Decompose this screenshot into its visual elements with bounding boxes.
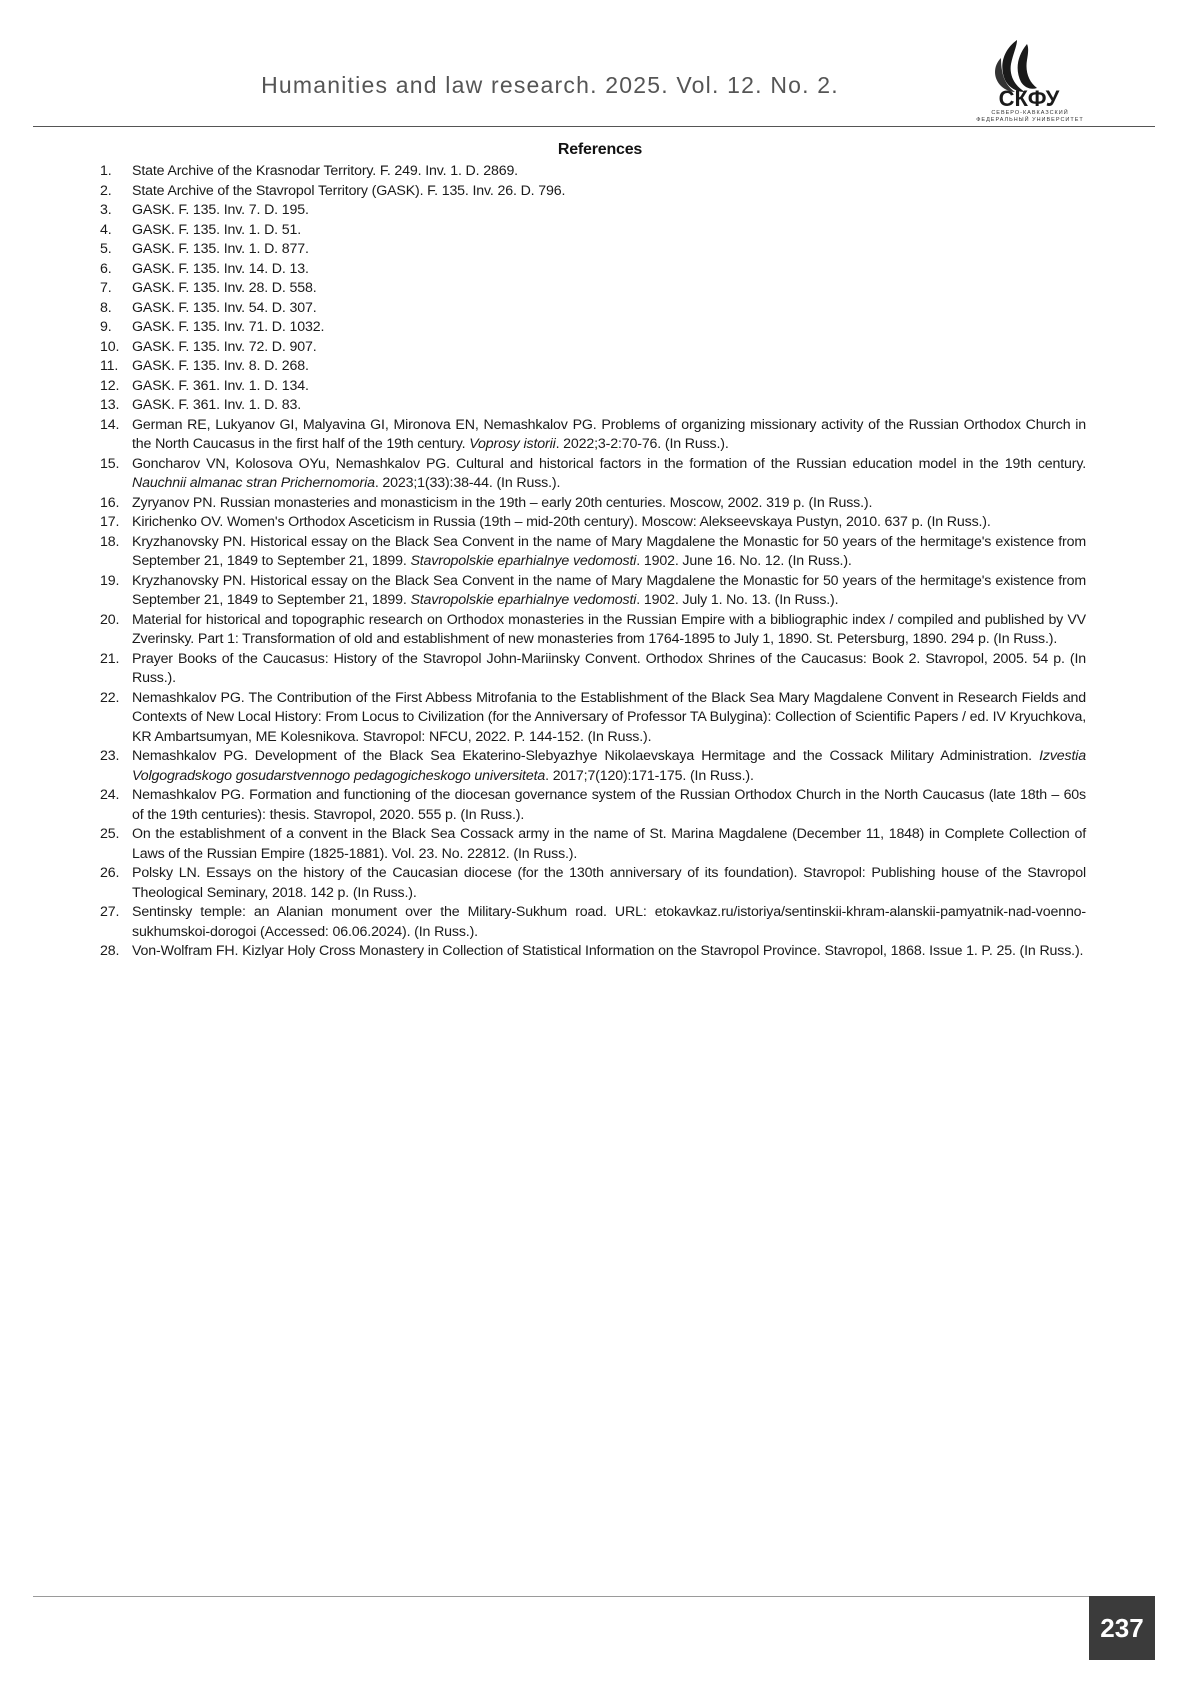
reference-number: 2. (100, 182, 132, 202)
reference-text: GASK. F. 135. Inv. 1. D. 877. (132, 240, 1086, 260)
references-title: References (0, 141, 1200, 159)
reference-text: German RE, Lukyanov GI, Malyavina GI, Mironova EN, Nemashkalov PG. Problems of organizing missionary activity of the Russian Orthodox Church in the North Caucasus in the first half of the 19th century. Voprosy istorii. 2022;3-2:70-76. (In Russ.). (132, 416, 1086, 455)
reference-text: Sentinsky temple: an Alanian monument over the Military-Sukhum road. URL: etokavkaz.ru/istoriya/sentinskii-khram-alanskii-pamyatnik-nad-voenno-sukhumskoi-dorogoi (Accessed: 06.06.2024). (In Russ.). (132, 903, 1086, 942)
reference-number: 26. (100, 864, 132, 884)
reference-number: 18. (100, 533, 132, 553)
reference-text: GASK. F. 361. Inv. 1. D. 134. (132, 377, 1086, 397)
reference-text: Goncharov VN, Kolosova OYu, Nemashkalov PG. Cultural and historical factors in the formation of the Russian education model in the 19th century. Nauchnii almanac stran Prichernomoria. 2023;1(33):38-44. (In Russ.). (132, 455, 1086, 494)
reference-text: State Archive of the Stavropol Territory (GASK). F. 135. Inv. 26. D. 796. (132, 182, 1086, 202)
reference-number: 3. (100, 201, 132, 221)
journal-name: Voprosy istorii (469, 436, 555, 452)
reference-text: GASK. F. 135. Inv. 54. D. 307. (132, 299, 1086, 319)
logo-subtitle: СЕВЕРО-КАВКАЗСКИЙ (975, 110, 1085, 116)
reference-number: 21. (100, 650, 132, 670)
journal-header: Humanities and law research. 2025. Vol. 12. No. 2. (0, 72, 1150, 99)
journal-name: Stavropolskie eparhialnye vedomosti (410, 553, 636, 569)
page-number: 237 (1089, 1596, 1155, 1660)
reference-item (100, 396, 1086, 416)
reference-item (100, 182, 1086, 202)
reference-text: Nemashkalov PG. Development of the Black Sea Ekaterino-Slebyazhye Nikolaevskaya Hermitage and the Cossack Military Administration. Izvestia Volgogradskogo gosudarstvennogo pedagogicheskogo universiteta. 2017;7(120):171-175. (In Russ.). (132, 747, 1086, 786)
reference-text: Kryzhanovsky PN. Historical essay on the Black Sea Convent in the name of Mary Magdalene the Monastic for 50 years of the hermitage's existence from September 21, 1849 to September 21, 1899. Stavropolskie eparhialnye vedomosti. 1902. July 1. No. 13. (In Russ.). (132, 572, 1086, 611)
reference-number: 25. (100, 825, 132, 845)
reference-item (100, 786, 1086, 825)
reference-item (100, 864, 1086, 903)
reference-number: 14. (100, 416, 132, 436)
reference-item (100, 260, 1086, 280)
references-list (100, 162, 1086, 962)
reference-number: 17. (100, 513, 132, 533)
reference-number: 27. (100, 903, 132, 923)
reference-item (100, 201, 1086, 221)
reference-item (100, 942, 1086, 962)
reference-number: 22. (100, 689, 132, 709)
reference-text: Kryzhanovsky PN. Historical essay on the Black Sea Convent in the name of Mary Magdalene the Monastic for 50 years of the hermitage's existence from September 21, 1849 to September 21, 1899. Stavropolskie eparhialnye vedomosti. 1902. June 16. No. 12. (In Russ.). (132, 533, 1086, 572)
reference-item (100, 240, 1086, 260)
reference-text: Von-Wolfram FH. Kizlyar Holy Cross Monastery in Collection of Statistical Information on the Stavropol Province. Stavropol, 1868. Issue 1. P. 25. (In Russ.). (132, 942, 1086, 962)
reference-text: Material for historical and topographic research on Orthodox monasteries in the Russian Empire with a bibliographic index / compiled and published by VV Zverinsky. Part 1: Transformation of old and establishment of new monasteries from 1764-1895 to July 1, 1890. St. Petersburg, 1890. 294 p. (In Russ.). (132, 611, 1086, 650)
reference-item (100, 221, 1086, 241)
reference-item (100, 162, 1086, 182)
reference-item (100, 572, 1086, 611)
reference-number: 8. (100, 299, 132, 319)
reference-text: GASK. F. 135. Inv. 28. D. 558. (132, 279, 1086, 299)
reference-text: Polsky LN. Essays on the history of the Caucasian diocese (for the 130th anniversary of its foundation). Stavropol: Publishing house of the Stavropol Theological Seminary, 2018. 142 p. (In Russ.). (132, 864, 1086, 903)
reference-text: GASK. F. 135. Inv. 72. D. 907. (132, 338, 1086, 358)
reference-number: 13. (100, 396, 132, 416)
reference-number: 24. (100, 786, 132, 806)
university-logo (975, 36, 1085, 128)
svg-text:СКФУ: СКФУ (999, 86, 1060, 108)
logo-subtitle: ФЕДЕРАЛЬНЫЙ УНИВЕРСИТЕТ (975, 117, 1085, 123)
reference-item (100, 377, 1086, 397)
reference-item (100, 494, 1086, 514)
reference-text: GASK. F. 135. Inv. 8. D. 268. (132, 357, 1086, 377)
reference-number: 16. (100, 494, 132, 514)
reference-text: GASK. F. 135. Inv. 71. D. 1032. (132, 318, 1086, 338)
reference-number: 9. (100, 318, 132, 338)
reference-text: Prayer Books of the Caucasus: History of the Stavropol John-Mariinsky Convent. Orthodox Shrines of the Caucasus: Book 2. Stavropol, 2005. 54 p. (In Russ.). (132, 650, 1086, 689)
reference-number: 19. (100, 572, 132, 592)
reference-item (100, 338, 1086, 358)
reference-item (100, 650, 1086, 689)
reference-text: GASK. F. 135. Inv. 1. D. 51. (132, 221, 1086, 241)
bird-wing-icon (975, 36, 1085, 108)
reference-number: 7. (100, 279, 132, 299)
reference-text: Nemashkalov PG. Formation and functioning of the diocesan governance system of the Russian Orthodox Church in the North Caucasus (late 18th – 60s of the 19th centuries): thesis. Stavropol, 2020. 555 p. (In Russ.). (132, 786, 1086, 825)
reference-text: GASK. F. 135. Inv. 7. D. 195. (132, 201, 1086, 221)
header-divider (33, 126, 1155, 127)
reference-item (100, 689, 1086, 748)
reference-number: 28. (100, 942, 132, 962)
reference-item (100, 747, 1086, 786)
reference-item (100, 279, 1086, 299)
journal-name: Nauchnii almanac stran Prichernomoria (132, 475, 375, 491)
reference-item (100, 318, 1086, 338)
reference-number: 20. (100, 611, 132, 631)
reference-text: On the establishment of a convent in the Black Sea Cossack army in the name of St. Marina Magdalene (December 11, 1848) in Complete Collection of Laws of the Russian Empire (1825-1881). Vol. 23. No. 22812. (In Russ.). (132, 825, 1086, 864)
footer-divider (33, 1596, 1091, 1597)
reference-number: 11. (100, 357, 132, 377)
reference-number: 5. (100, 240, 132, 260)
journal-name: Izvestia Volgogradskogo gosudarstvennogo pedagogicheskogo universiteta (132, 748, 1086, 784)
reference-text: Nemashkalov PG. The Contribution of the First Abbess Mitrofania to the Establishment of the Black Sea Mary Magdalene Convent in Research Fields and Contexts of New Local History: From Locus to Civilization (for the Anniversary of Professor TA Bulygina): Collection of Scientific Papers / ed. IV Kryuchkova, KR Ambartsumyan, ME Kolesnikova. Stavropol: NFCU, 2022. P. 144-152. (In Russ.). (132, 689, 1086, 748)
reference-text: Kirichenko OV. Women's Orthodox Asceticism in Russia (19th – mid-20th century). Moscow: Alekseevskaya Pustyn, 2010. 637 p. (In Russ.). (132, 513, 1086, 533)
reference-item (100, 416, 1086, 455)
reference-number: 4. (100, 221, 132, 241)
reference-number: 12. (100, 377, 132, 397)
reference-item (100, 299, 1086, 319)
reference-text: Zyryanov PN. Russian monasteries and monasticism in the 19th – early 20th centuries. Moscow, 2002. 319 p. (In Russ.). (132, 494, 1086, 514)
reference-text: GASK. F. 135. Inv. 14. D. 13. (132, 260, 1086, 280)
reference-item (100, 513, 1086, 533)
journal-name: Stavropolskie eparhialnye vedomosti (410, 592, 636, 608)
reference-number: 10. (100, 338, 132, 358)
reference-number: 23. (100, 747, 132, 767)
reference-number: 1. (100, 162, 132, 182)
reference-item (100, 455, 1086, 494)
reference-number: 6. (100, 260, 132, 280)
reference-item (100, 903, 1086, 942)
reference-number: 15. (100, 455, 132, 475)
reference-item (100, 533, 1086, 572)
reference-item (100, 357, 1086, 377)
reference-text: State Archive of the Krasnodar Territory. F. 249. Inv. 1. D. 2869. (132, 162, 1086, 182)
reference-item (100, 825, 1086, 864)
reference-item (100, 611, 1086, 650)
reference-text: GASK. F. 361. Inv. 1. D. 83. (132, 396, 1086, 416)
